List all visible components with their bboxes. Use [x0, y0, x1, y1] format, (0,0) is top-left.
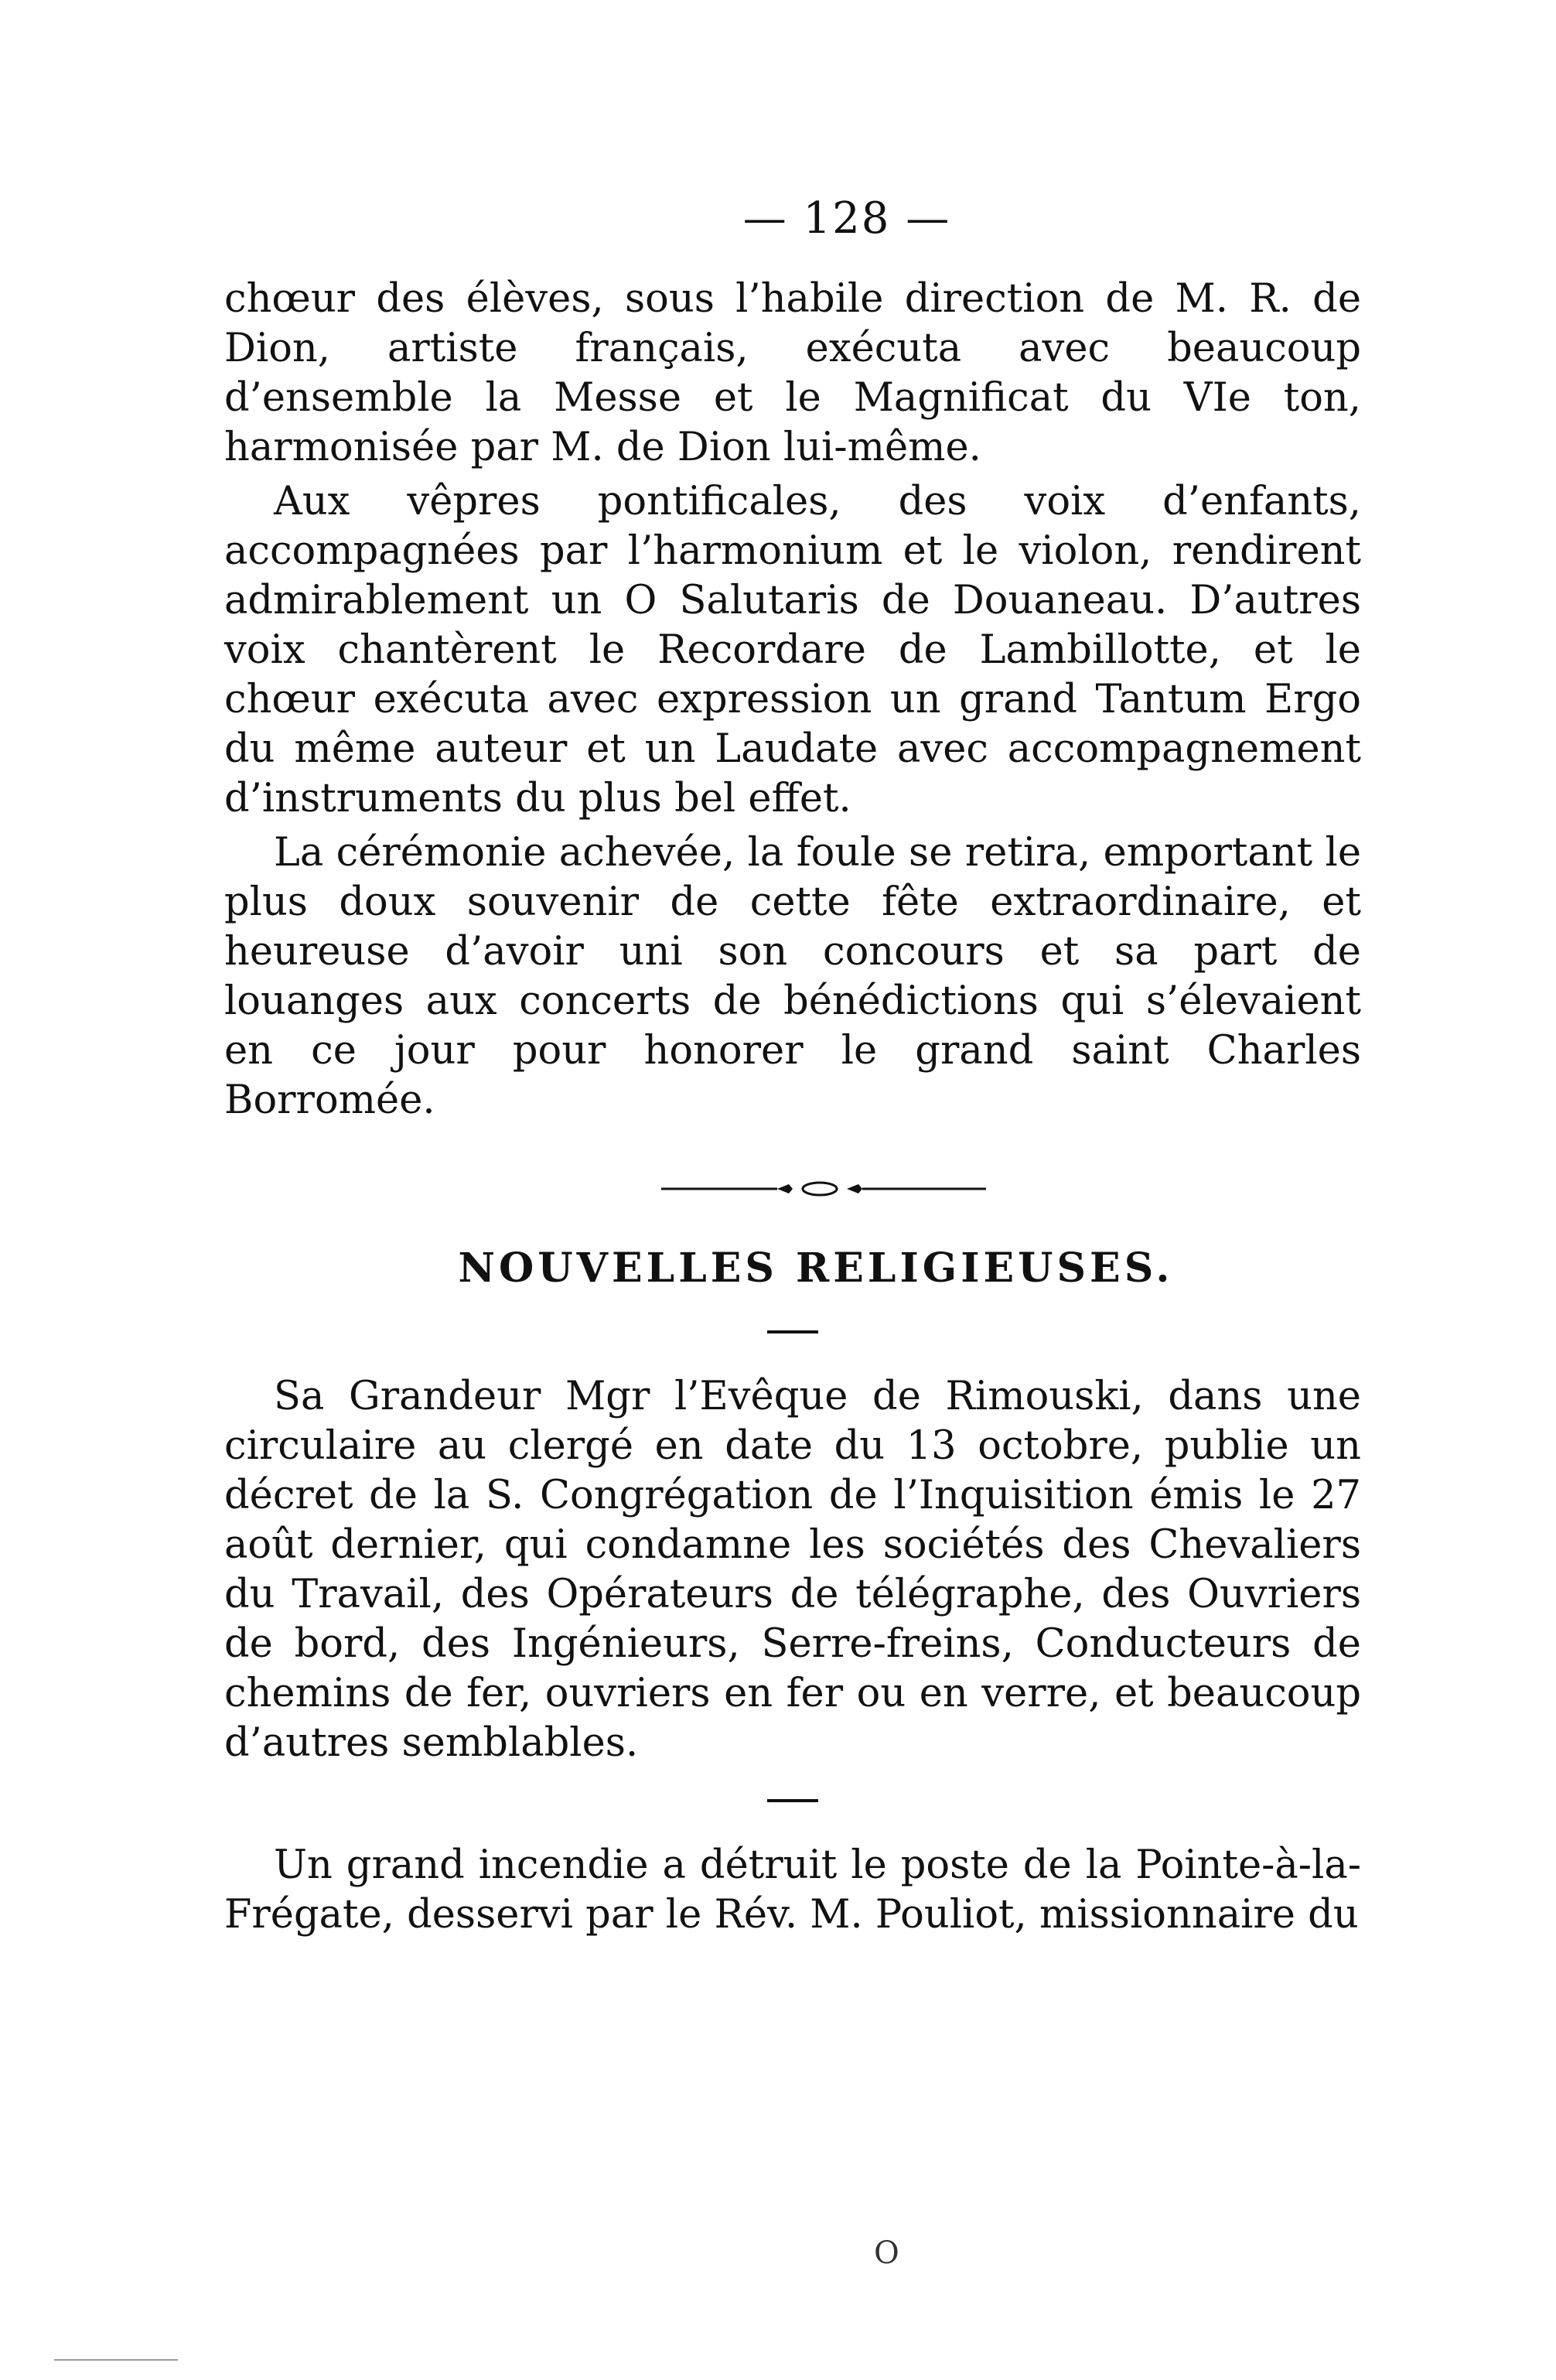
bottom-mark: O: [874, 2235, 899, 2271]
section-title: NOUVELLES RELIGIEUSES.: [458, 1245, 1174, 1292]
paragraph-decree: Sa Grandeur Mgr l’Evêque de Rimouski, dans une circulaire au clergé en date du 13 octobre, publie un décret de la S. Congrégation de l’Inquisition émis le 27 août dernier, qui condamne les sociétés des Chevaliers du Travail, des Opérateurs de télégraphe, des Ouvriers de bord, des Ingénieurs, Serre-freins, Conducteurs de chemins de fer, ouvriers en fer ou en verre, et beaucoup d’autres semblables.: [224, 1374, 1361, 1766]
page-content: [224, 193, 1361, 1940]
short-dash: [767, 1330, 818, 1333]
paragraph-vespers: Aux vêpres pontificales, des voix d’enfants, accompagnées par l’harmonium et le violon, rendirent admirablement un O Salutaris de Douaneau. D’autres voix chantèrent le Recordare de Lambillotte, et le chœur exécuta avec expression un grand Tantum Ergo du même auteur et un Laudate avec accompagnement d’instruments du plus bel effet.: [224, 479, 1361, 821]
short-dash: [767, 1799, 818, 1802]
ornament-divider: [599, 1180, 986, 1198]
bottom-rule: [54, 2359, 178, 2361]
paragraph-ceremony: La cérémonie achevée, la foule se retira, emportant le plus doux souvenir de cette fête extraordinaire, et heureuse d’avoir uni son concours et sa part de louanges aux concerts de bénédictions qui s’élevaient en ce jour pour honorer le grand saint Charles Borromée.: [224, 830, 1361, 1123]
paragraph-choir: chœur des élèves, sous l’habile direction de M. R. de Dion, artiste français, exécuta avec beaucoup d’ensemble la Messe et le Magnificat du VIe ton, harmonisée par M. de Dion lui-même.: [224, 276, 1361, 470]
page-number: — 128 —: [742, 193, 951, 244]
paragraph-fire: Un grand incendie a détruit le poste de la Pointe-à-la-Frégate, desservi par le Rév. M. Pouliot, missionnaire du: [224, 1842, 1361, 1938]
